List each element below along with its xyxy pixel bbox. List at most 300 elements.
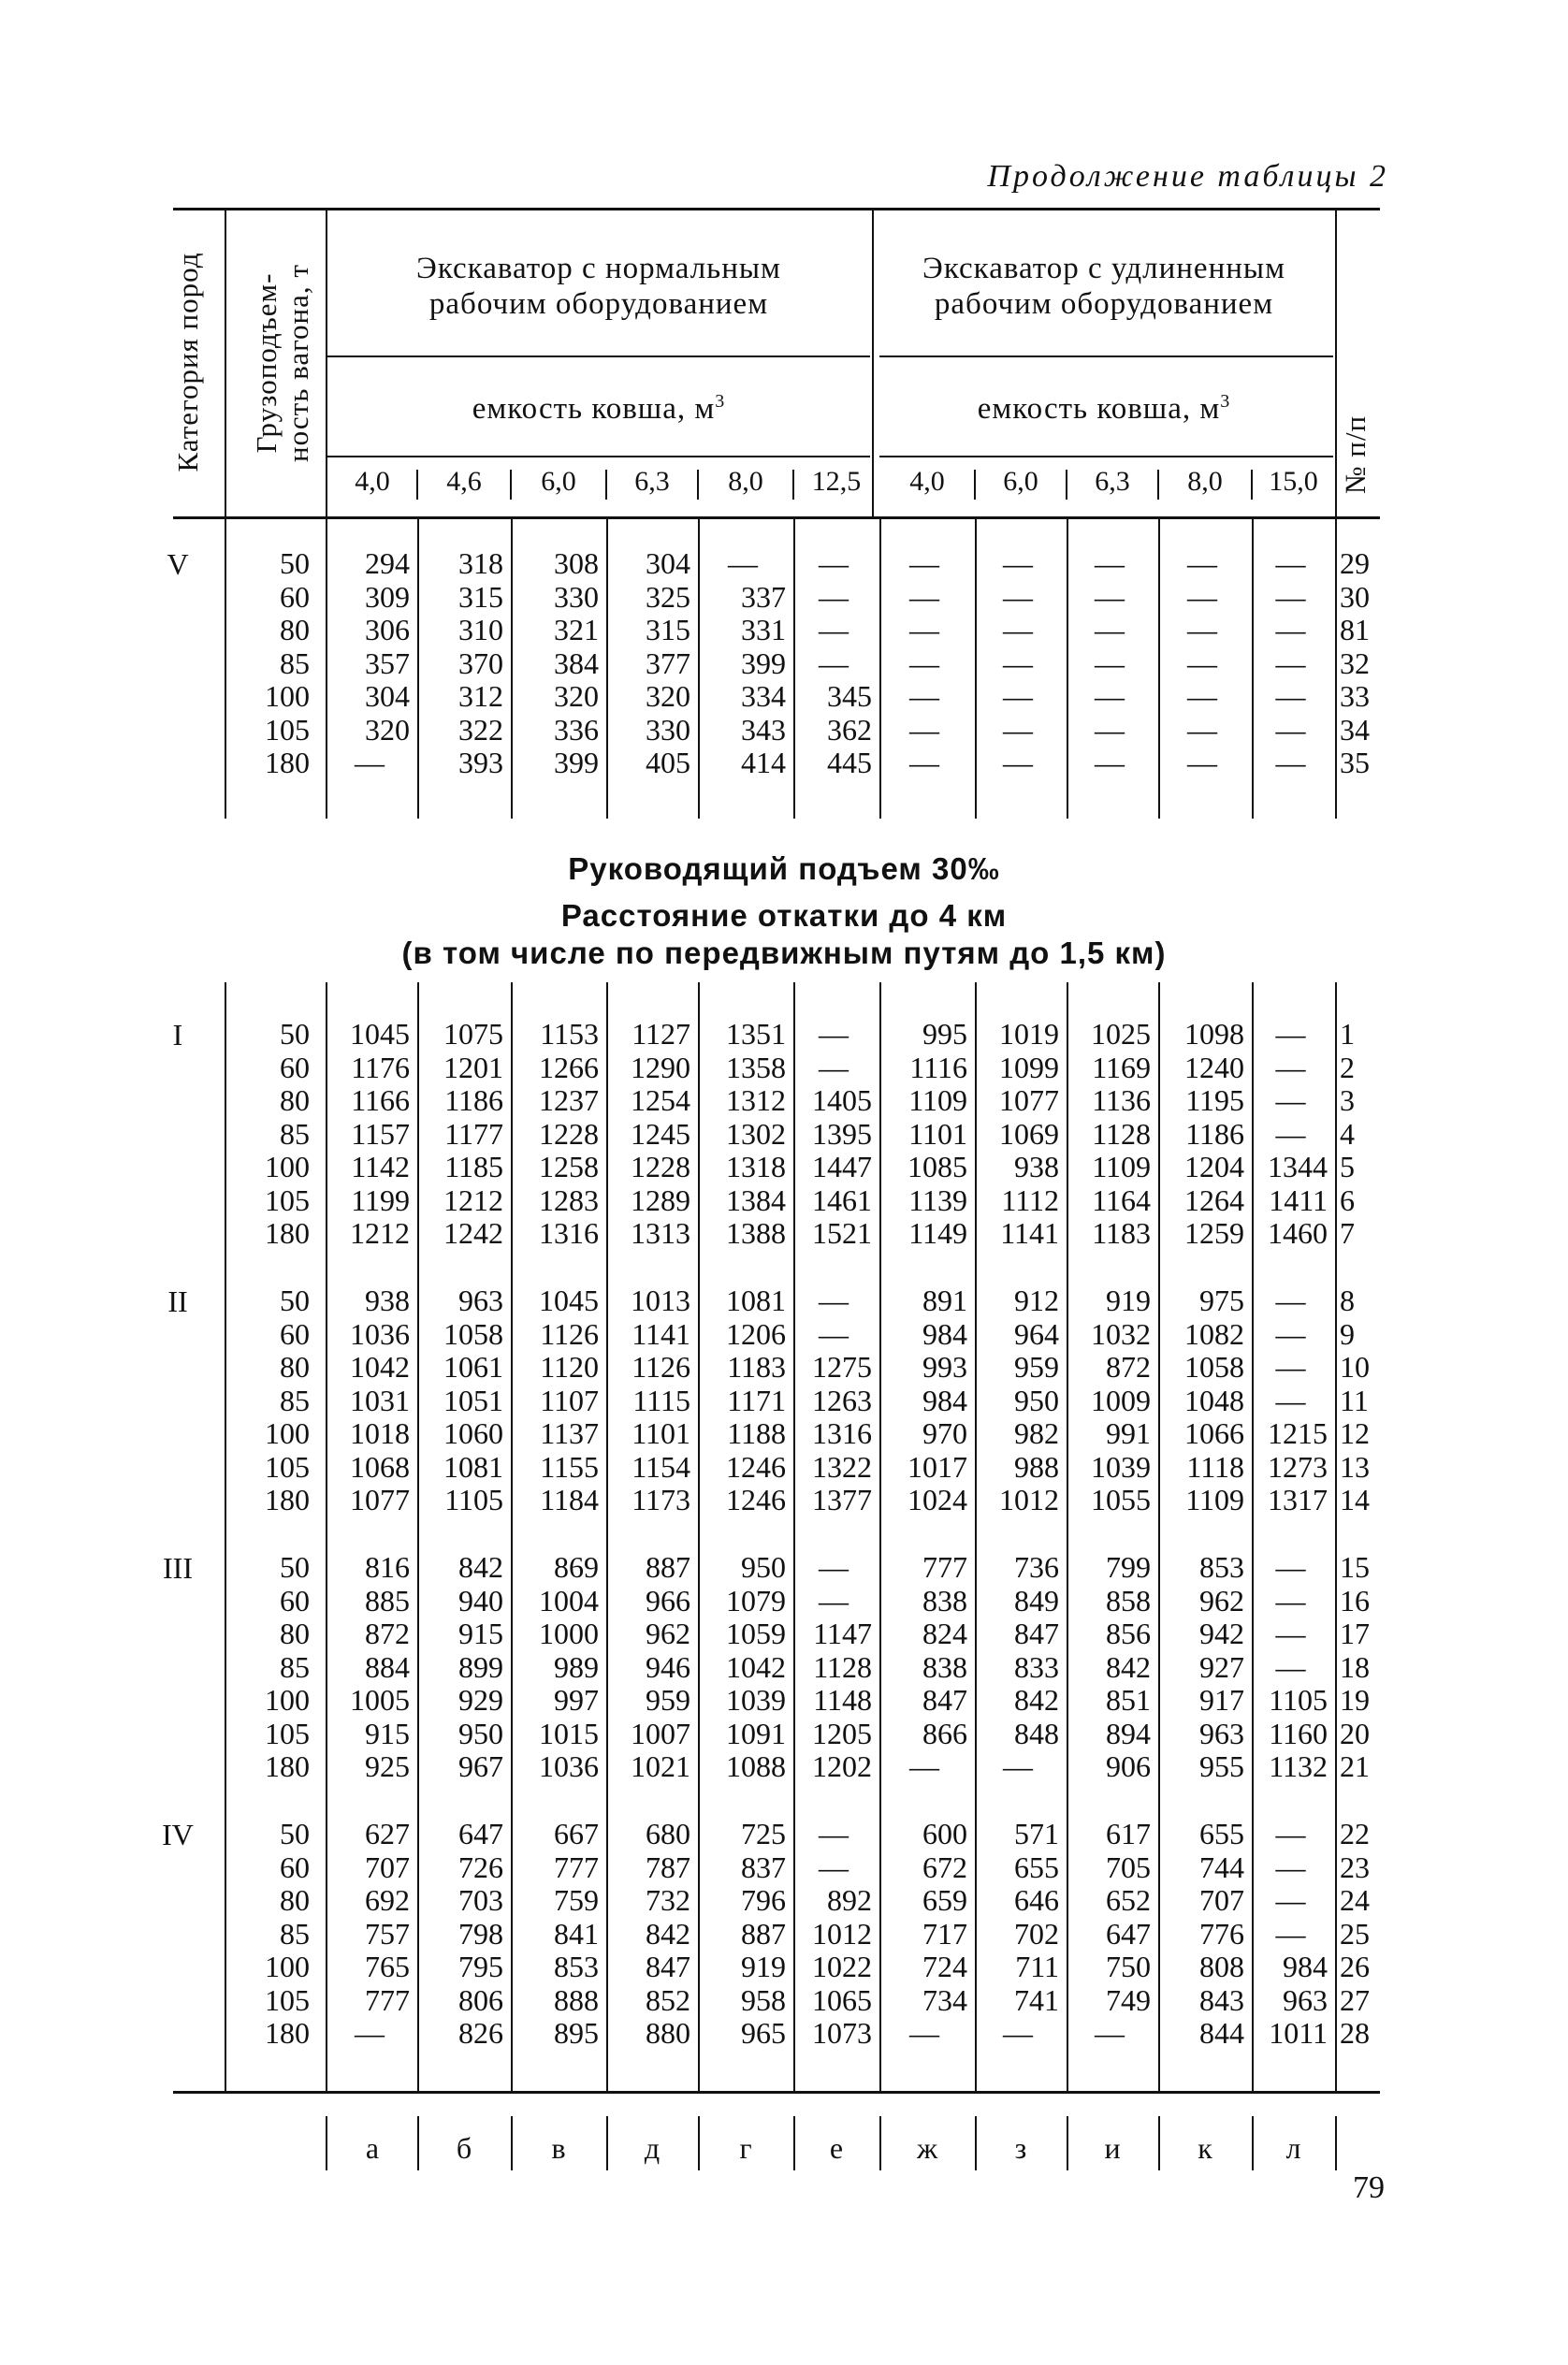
table-cell: —	[1187, 613, 1217, 646]
table-cell: 1176	[351, 1050, 410, 1084]
table-cell: —	[1275, 546, 1306, 580]
table-cell: 667	[554, 1817, 599, 1850]
row-number-cell: 19	[1340, 1683, 1370, 1717]
table-cell: 655	[1199, 1817, 1244, 1850]
table-cell: 717	[922, 1916, 967, 1951]
size-separator	[974, 470, 976, 500]
table-cell: 799	[1106, 1550, 1151, 1584]
table-cell: 938	[365, 1284, 410, 1317]
row-number-cell: 18	[1340, 1649, 1370, 1684]
capacity-cell: 105	[265, 1449, 310, 1484]
table-cell: 1460	[1268, 1216, 1328, 1250]
table-cell: 776	[1199, 1916, 1244, 1951]
footer-letter: е	[829, 2131, 844, 2165]
table-cell: 1039	[1091, 1449, 1151, 1484]
data-column-e	[795, 1818, 872, 2051]
table-cell: 1015	[539, 1716, 599, 1750]
table-cell: —	[1275, 1916, 1306, 1951]
data-column-k	[1160, 547, 1244, 780]
table-cell: 325	[646, 579, 690, 614]
table-cell: 692	[365, 1883, 410, 1917]
table-cell: 946	[646, 1649, 690, 1684]
capacity-long-rule	[879, 456, 1333, 457]
footer-vline	[793, 2116, 795, 2170]
capacity-cell: 60	[280, 1050, 310, 1084]
table-cell: —	[819, 1284, 849, 1317]
table-cell: 330	[646, 712, 690, 747]
table-cell: —	[1003, 613, 1033, 646]
table-cell: 1405	[812, 1083, 872, 1117]
footer-vline	[975, 2116, 977, 2170]
table-cell: 849	[1014, 1583, 1059, 1618]
table-cell: 680	[646, 1817, 690, 1850]
data-column-z	[977, 1551, 1059, 1784]
table-cell: —	[1003, 746, 1033, 779]
table-cell: 872	[1106, 1350, 1151, 1384]
row-number-cell: 12	[1340, 1416, 1370, 1450]
table-cell: —	[1275, 613, 1306, 646]
table-cell: 315	[458, 579, 503, 614]
table-cell: 1031	[350, 1383, 410, 1417]
row-number-cell: 81	[1340, 613, 1370, 646]
table-cell: 1313	[631, 1216, 690, 1250]
footer-vline	[1067, 2116, 1068, 2170]
table-cell: 1259	[1184, 1216, 1244, 1250]
table-cell: 888	[554, 1982, 599, 2017]
capacity-cell: 60	[280, 1583, 310, 1618]
bucket-size-cell: 4,0	[355, 466, 390, 497]
table-cell: 984	[922, 1383, 967, 1417]
table-cell: 853	[554, 1950, 599, 1983]
data-column-v	[513, 1551, 599, 1784]
table-cell: 1266	[539, 1050, 599, 1084]
group-long-line2: рабочим оборудованием	[934, 287, 1274, 321]
data-column-i	[1068, 547, 1151, 780]
table-cell: 315	[646, 613, 690, 646]
table-cell: —	[1095, 579, 1125, 614]
page-number: 79	[1353, 2170, 1385, 2205]
table-cell: 1069	[999, 1116, 1059, 1151]
table-cell: 1302	[726, 1116, 786, 1151]
table-cell: 962	[646, 1617, 690, 1650]
table-cell: 940	[458, 1583, 503, 1618]
table-cell: 838	[922, 1649, 967, 1684]
table-cell: —	[819, 1550, 849, 1584]
table-cell: 1051	[443, 1383, 503, 1417]
table-cell: 306	[365, 613, 410, 646]
table-cell: 1045	[539, 1284, 599, 1317]
row-number-cell: 29	[1340, 546, 1370, 580]
table-cell: 304	[365, 679, 410, 713]
table-cell: —	[1187, 679, 1217, 713]
table-cell: —	[1275, 1550, 1306, 1584]
row-number-cell: 11	[1340, 1383, 1369, 1417]
table-cell: 1091	[726, 1716, 786, 1750]
bucket-capacity-long-label: емкость ковша, м	[977, 392, 1221, 426]
table-cell: —	[1095, 613, 1125, 646]
table-cell: —	[1187, 579, 1217, 614]
row-number-column	[1340, 1818, 1396, 2051]
table-cell: 734	[922, 1982, 967, 2017]
capacity-cell: 85	[280, 1916, 310, 1951]
table-cell: 1012	[812, 1916, 872, 1951]
table-cell: 1344	[1268, 1150, 1328, 1183]
table-cell: 1109	[908, 1083, 967, 1117]
table-cell: —	[1275, 1850, 1306, 1884]
table-cell: 895	[554, 2016, 599, 2050]
table-cell: 795	[458, 1950, 503, 1983]
table-cell: 816	[365, 1550, 410, 1584]
table-cell: 1312	[726, 1083, 786, 1117]
table-cell: 963	[1199, 1716, 1244, 1750]
capacity-cell: 50	[280, 1817, 310, 1850]
table-cell: 399	[554, 746, 599, 779]
bucket-capacity-normal-label: емкость ковша, м	[472, 392, 716, 426]
table-cell: 798	[458, 1916, 503, 1951]
capacity-cell: 80	[280, 1350, 310, 1384]
header-bottom-rule	[173, 516, 1380, 519]
bucket-unit-normal: 3	[715, 391, 726, 412]
size-separator	[1066, 470, 1067, 500]
table-cell: 1077	[350, 1483, 410, 1516]
size-separator	[416, 470, 418, 500]
table-cell: 959	[646, 1683, 690, 1717]
table-cell: 1202	[812, 1749, 872, 1783]
table-cell: 1066	[1184, 1416, 1244, 1450]
table-cell: —	[1275, 1617, 1306, 1650]
table-cell: 1240	[1184, 1050, 1244, 1084]
capacity-cell: 50	[280, 1284, 310, 1317]
table-cell: 320	[554, 679, 599, 713]
table-cell: 1136	[1092, 1083, 1151, 1117]
table-cell: 925	[365, 1749, 410, 1783]
data-column-k	[1160, 1551, 1244, 1784]
header-capacity-line2: ность вагона, т	[282, 264, 314, 462]
table-cell: 1009	[1091, 1383, 1151, 1417]
data-column-b	[419, 1818, 503, 2051]
table-cell: 331	[741, 613, 786, 646]
table-cell: 1273	[1268, 1449, 1328, 1484]
table-cell: 880	[646, 2016, 690, 2050]
table-cell: 309	[365, 579, 410, 614]
table-cell: 703	[458, 1883, 503, 1917]
capacity-cell: 100	[265, 1416, 310, 1450]
row-number-cell: 9	[1340, 1316, 1355, 1351]
table-cell: 1154	[632, 1449, 690, 1484]
footer-letter: з	[1014, 2131, 1027, 2165]
table-cell: 1254	[631, 1083, 690, 1117]
row-number-column	[1340, 1018, 1396, 1251]
table-cell: 1132	[1269, 1749, 1328, 1783]
table-cell: 732	[646, 1883, 690, 1917]
table-cell: 1384	[726, 1182, 786, 1217]
table-cell: 1169	[1092, 1050, 1151, 1084]
table-cell: 959	[1014, 1350, 1059, 1384]
row-number-cell: 33	[1340, 679, 1370, 713]
table-cell: —	[1187, 746, 1217, 779]
row-number-cell: 26	[1340, 1950, 1370, 1983]
capacity-cell: 85	[280, 1383, 310, 1417]
table-cell: 1147	[813, 1617, 872, 1650]
table-cell: 884	[365, 1649, 410, 1684]
table-cell: 318	[458, 546, 503, 580]
table-cell: 988	[1014, 1449, 1059, 1484]
footer-vline	[1252, 2116, 1254, 2170]
table-cell: 919	[1106, 1284, 1151, 1317]
table-cell: 975	[1199, 1284, 1244, 1317]
table-cell: 842	[1106, 1649, 1151, 1684]
table-cell: 1011	[1269, 2016, 1328, 2050]
capacity-cell: 100	[265, 1150, 310, 1183]
table-cell: 1128	[1092, 1116, 1151, 1151]
table-cell: 842	[458, 1550, 503, 1584]
table-cell: 705	[1106, 1850, 1151, 1884]
capacity-cell: 50	[280, 1017, 310, 1051]
table-cell: 1118	[1186, 1449, 1244, 1484]
table-cell: 982	[1014, 1416, 1059, 1450]
data-column-l	[1254, 1284, 1328, 1517]
table-cell: 736	[1014, 1550, 1059, 1584]
table-cell: —	[909, 546, 939, 580]
table-cell: 647	[1106, 1916, 1151, 1951]
table-cell: —	[1275, 1350, 1306, 1384]
capacity-cell: 180	[265, 1483, 310, 1516]
table-cell: —	[1003, 546, 1033, 580]
table-cell: 1127	[632, 1017, 690, 1051]
capacity-column	[230, 1551, 310, 1784]
table-cell: 892	[827, 1883, 872, 1917]
table-cell: 1173	[632, 1483, 690, 1516]
table-cell: 963	[458, 1284, 503, 1317]
table-cell: 321	[554, 613, 599, 646]
table-cell: —	[1095, 2016, 1125, 2050]
table-cell: 1317	[1268, 1483, 1328, 1516]
table-cell: 1195	[1185, 1083, 1244, 1117]
capacity-cell: 105	[265, 1182, 310, 1217]
table-bottom-rule	[173, 2091, 1380, 2094]
table-cell: 1186	[444, 1083, 503, 1117]
table-cell: 891	[922, 1284, 967, 1317]
table-cell: 1109	[1185, 1483, 1244, 1516]
data-column-l	[1254, 547, 1328, 780]
table-cell: 1201	[443, 1050, 503, 1084]
table-cell: 844	[1199, 2016, 1244, 2050]
table-cell: —	[355, 2016, 385, 2050]
table-cell: 1105	[1269, 1683, 1328, 1717]
table-cell: 853	[1199, 1550, 1244, 1584]
table-cell: 950	[458, 1716, 503, 1750]
table-cell: —	[1275, 1649, 1306, 1684]
table-cell: 1004	[539, 1583, 599, 1618]
capacity-cell: 50	[280, 546, 310, 580]
rock-category: I	[172, 1018, 183, 1052]
table-cell: 851	[1106, 1683, 1151, 1717]
data-column-v	[513, 1818, 599, 2051]
table-cell: 1098	[1184, 1017, 1244, 1051]
capacity-cell: 100	[265, 679, 310, 713]
table-cell: 917	[1199, 1683, 1244, 1717]
table-cell: 887	[646, 1550, 690, 1584]
table-cell: 343	[741, 712, 786, 747]
table-cell: —	[1275, 1050, 1306, 1084]
table-cell: 858	[1106, 1583, 1151, 1618]
capacity-cell: 180	[265, 1749, 310, 1783]
capacity-cell: 100	[265, 1683, 310, 1717]
table-cell: 1045	[350, 1017, 410, 1051]
table-cell: 872	[365, 1617, 410, 1650]
table-cell: 304	[646, 546, 690, 580]
main-vline	[1335, 982, 1337, 2091]
row-number-cell: 1	[1340, 1017, 1355, 1051]
table-cell: 1032	[1091, 1316, 1151, 1351]
table-cell: 1316	[539, 1216, 599, 1250]
table-cell: 1105	[444, 1483, 503, 1516]
table-cell: 1109	[1092, 1150, 1151, 1183]
table-cell: 1000	[539, 1617, 599, 1650]
table-cell: 617	[1106, 1817, 1151, 1850]
data-column-g	[700, 1018, 786, 1251]
table-cell: 1075	[443, 1017, 503, 1051]
data-column-z	[977, 1018, 1059, 1251]
table-cell: 1289	[631, 1182, 690, 1217]
data-column-g	[700, 1818, 786, 2051]
row-number-cell: 17	[1340, 1617, 1370, 1650]
table-cell: 919	[741, 1950, 786, 1983]
table-cell: 337	[741, 579, 786, 614]
table-cell: 1022	[812, 1950, 872, 1983]
table-cell: 848	[1014, 1716, 1059, 1750]
table-cell: 1351	[726, 1017, 786, 1051]
table-cell: 1171	[727, 1383, 786, 1417]
table-cell: 1212	[350, 1216, 410, 1250]
table-cell: 384	[554, 646, 599, 680]
table-cell: —	[1275, 712, 1306, 747]
bucket-size-cell: 6,0	[541, 466, 576, 497]
table-cell: 1205	[812, 1716, 872, 1750]
table-cell: —	[819, 1017, 849, 1051]
row-number-cell: 35	[1340, 746, 1370, 779]
table-cell: 702	[1014, 1916, 1059, 1951]
row-number-cell: 8	[1340, 1284, 1355, 1317]
table-cell: 334	[741, 679, 786, 713]
table-cell: —	[909, 712, 939, 747]
table-cell: 1099	[999, 1050, 1059, 1084]
footer-letter: д	[644, 2131, 661, 2165]
table-cell: 308	[554, 546, 599, 580]
table-cell: 1055	[1091, 1483, 1151, 1516]
table-cell: 1283	[539, 1182, 599, 1217]
table-cell: 1116	[909, 1050, 967, 1084]
block-v-vline	[326, 519, 327, 819]
table-cell: 965	[741, 2016, 786, 2050]
table-cell: 647	[458, 1817, 503, 1850]
capacity-normal-rule	[327, 456, 870, 457]
table-cell: —	[909, 2016, 939, 2050]
table-cell: 725	[741, 1817, 786, 1850]
data-column-l	[1254, 1018, 1328, 1251]
rock-category: II	[167, 1284, 188, 1318]
table-cell: 885	[365, 1583, 410, 1618]
data-column-e	[795, 1551, 872, 1784]
table-cell: 796	[741, 1883, 786, 1917]
table-cell: —	[728, 546, 758, 580]
data-column-a	[329, 1018, 410, 1251]
table-cell: 322	[458, 712, 503, 747]
table-cell: 627	[365, 1817, 410, 1850]
bucket-unit-long: 3	[1220, 391, 1231, 412]
table-cell: 912	[1014, 1284, 1059, 1317]
table-cell: 927	[1199, 1649, 1244, 1684]
table-cell: 826	[458, 2016, 503, 2050]
table-cell: 1085	[907, 1150, 967, 1183]
table-cell: 765	[365, 1950, 410, 1983]
table-cell: 1061	[443, 1350, 503, 1384]
table-cell: 1058	[443, 1316, 503, 1351]
table-cell: 1128	[813, 1649, 872, 1684]
table-cell: 1177	[444, 1116, 503, 1151]
table-cell: 1036	[539, 1749, 599, 1783]
group-normal-header	[327, 251, 870, 322]
table-cell: 1139	[908, 1182, 967, 1217]
row-number-cell: 5	[1340, 1150, 1355, 1183]
table-cell: 963	[1283, 1982, 1328, 2017]
table-cell: 824	[922, 1617, 967, 1650]
header-number: № п/п	[1339, 414, 1372, 495]
data-column-v	[513, 1284, 599, 1517]
table-cell: 1024	[907, 1483, 967, 1516]
table-cell: 841	[554, 1916, 599, 1951]
data-column-e	[795, 547, 872, 780]
table-cell: 724	[922, 1950, 967, 1983]
table-cell: —	[819, 1850, 849, 1884]
table-cell: 1141	[1000, 1216, 1059, 1250]
table-cell: 1107	[540, 1383, 599, 1417]
table-cell: —	[1275, 1383, 1306, 1417]
table-cell: —	[1095, 712, 1125, 747]
table-cell: 393	[458, 746, 503, 779]
table-cell: —	[909, 746, 939, 779]
row-number-cell: 10	[1340, 1350, 1370, 1384]
footer-letter: ж	[916, 2131, 938, 2165]
data-column-i	[1068, 1284, 1151, 1517]
table-cell: 1005	[350, 1683, 410, 1717]
table-cell: 1126	[632, 1350, 690, 1384]
rock-category: III	[163, 1551, 193, 1585]
table-cell: 1060	[443, 1416, 503, 1450]
row-number-cell: 30	[1340, 579, 1370, 614]
table-cell: 1059	[726, 1617, 786, 1650]
row-number-cell: 2	[1340, 1050, 1355, 1084]
table-cell: 1245	[631, 1116, 690, 1151]
table-cell: 759	[554, 1883, 599, 1917]
data-column-z	[977, 1284, 1059, 1517]
table-cell: 659	[922, 1883, 967, 1917]
table-cell: 1065	[812, 1982, 872, 2017]
table-continuation-caption: Продолжение таблицы 2	[987, 159, 1388, 194]
table-cell: —	[1275, 1817, 1306, 1850]
data-column-e	[795, 1018, 872, 1251]
table-cell: 345	[827, 679, 872, 713]
capacity-cell: 180	[265, 1216, 310, 1250]
table-cell: 445	[827, 746, 872, 779]
table-cell: 1120	[540, 1350, 599, 1384]
section-title: Руководящий подъем 30‰	[568, 851, 1000, 886]
table-cell: 787	[646, 1850, 690, 1884]
table-cell: 1157	[351, 1116, 410, 1151]
row-number-cell: 25	[1340, 1916, 1370, 1951]
bucket-size-cell: 6,3	[1095, 466, 1130, 497]
table-cell: 950	[741, 1550, 786, 1584]
